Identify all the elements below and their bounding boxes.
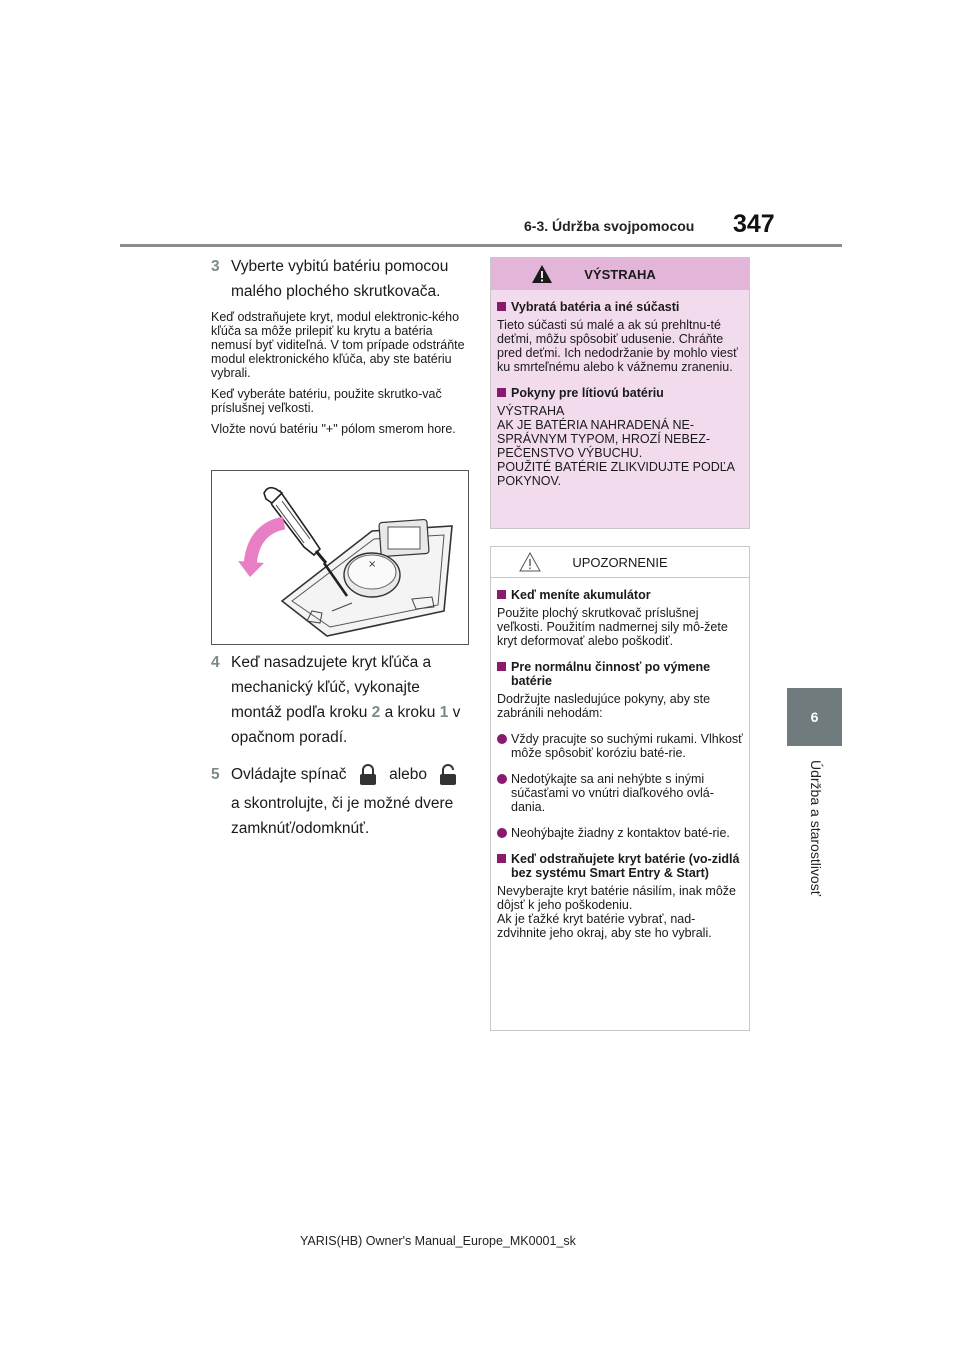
footer-doc-id: YARIS(HB) Owner's Manual_Europe_MK0001_sk xyxy=(300,1234,576,1248)
step-4: 4 Keď nasadzujete kryt kľúča a mechanický kľúč, vykonajte montáž podľa kroku 2 a kroku 1 v opačnom poradí. xyxy=(211,654,461,746)
warning-item-heading: Pokyny pre lítiovú batériu xyxy=(497,386,743,400)
warning-title: VÝSTRAHA xyxy=(584,266,656,282)
caution-item-heading: Keď odstraňujete kryt batérie (vo-zidlá bez systému Smart Entry & Start) xyxy=(497,852,743,880)
battery-removal-illustration xyxy=(211,470,469,645)
caution-bullet: Nedotýkajte sa ani nehýbte s inými súčasťami vo vnútri diaľkového ovlá-dania. xyxy=(497,772,743,814)
caution-item-heading: Keď meníte akumulátor xyxy=(497,588,743,602)
lock-icon xyxy=(359,764,377,786)
caution-item-body: Použite plochý skrutkovač príslušnej veľkosti. Použitím nadmernej sily mô-žete kryt deformovať alebo poškodiť. xyxy=(497,606,728,648)
caution-bullet: Vždy pracujte so suchými rukami. Vlhkosť môže spôsobiť koróziu baté-rie. xyxy=(497,732,743,760)
instructions-bottom xyxy=(211,650,469,841)
instructions-top xyxy=(211,254,469,436)
header-rule xyxy=(120,244,842,247)
caution-item-heading: Pre normálnu činnosť po výmene batérie xyxy=(497,660,743,688)
step-5: 5 Ovládajte spínač alebo xyxy=(211,762,469,787)
caution-box xyxy=(490,546,750,1031)
warning-box xyxy=(490,257,750,529)
step-5-continued: a skontrolujte, či je možné dvere zamknúť/odomknúť. xyxy=(231,795,454,837)
note-2: Keď vyberáte batériu, použite skrutko-vač príslušnej veľkosti. xyxy=(211,387,442,415)
warning-item-body: VÝSTRAHA AK JE BATÉRIA NAHRADENÁ NE-SPRÁVNYM TYPOM, HROZÍ NEBEZ-PEČENSTVO VÝBUCHU. POUŽITÉ BATÉRIE ZLIKVIDUJTE PODĽA POKYNOV. xyxy=(497,404,735,488)
caution-title: UPOZORNENIE xyxy=(572,554,668,570)
caution-triangle-icon xyxy=(519,552,541,572)
caution-item-body: Nevyberajte kryt batérie násilím, inak môže dôjsť k jeho poškodeniu. Ak je ťažké kryt batérie vybrať, nad-zdvihnite jeho okraj, aby ste ho vybrali. xyxy=(497,884,736,940)
caution-item-body: Dodržujte nasledujúce pokyny, aby ste zabránili nehodám: xyxy=(497,692,711,720)
note-1: Keď odstraňujete kryt, modul elektronic-kého kľúča sa môže prilepiť ku krytu a batéria nemusí byť viditeľná. V tom prípade odstráňte modul elektronického kľúča, aby ste batériu vybrali. xyxy=(211,310,465,380)
step-3: 3 Vyberte vybitú batériu pomocou malého plochého skrutkovača. xyxy=(211,258,449,300)
svg-text:×: × xyxy=(368,559,377,570)
note-3: Vložte novú batériu "+" pólom smerom hore. xyxy=(211,422,456,436)
warning-item-heading: Vybratá batéria a iné súčasti xyxy=(497,300,743,314)
key-fob-screwdriver-drawing xyxy=(212,471,468,644)
page-number: 347 xyxy=(733,210,775,238)
chapter-tab: 6 xyxy=(787,688,842,746)
unlock-icon xyxy=(439,764,457,786)
caution-bullet: Neohýbajte žiadny z kontaktov baté-rie. xyxy=(497,826,743,840)
warning-item-body: Tieto súčasti sú malé a ak sú prehltnu-té deťmi, môžu spôsobiť udusenie. Chráňte pred deťmi. Ich nedodržanie by mohlo viesť ku smrteľnému alebo k vážnemu zraneniu. xyxy=(497,318,738,374)
header-section: 6-3. Údržba svojpomocou xyxy=(524,218,695,234)
warning-triangle-icon xyxy=(531,264,553,284)
